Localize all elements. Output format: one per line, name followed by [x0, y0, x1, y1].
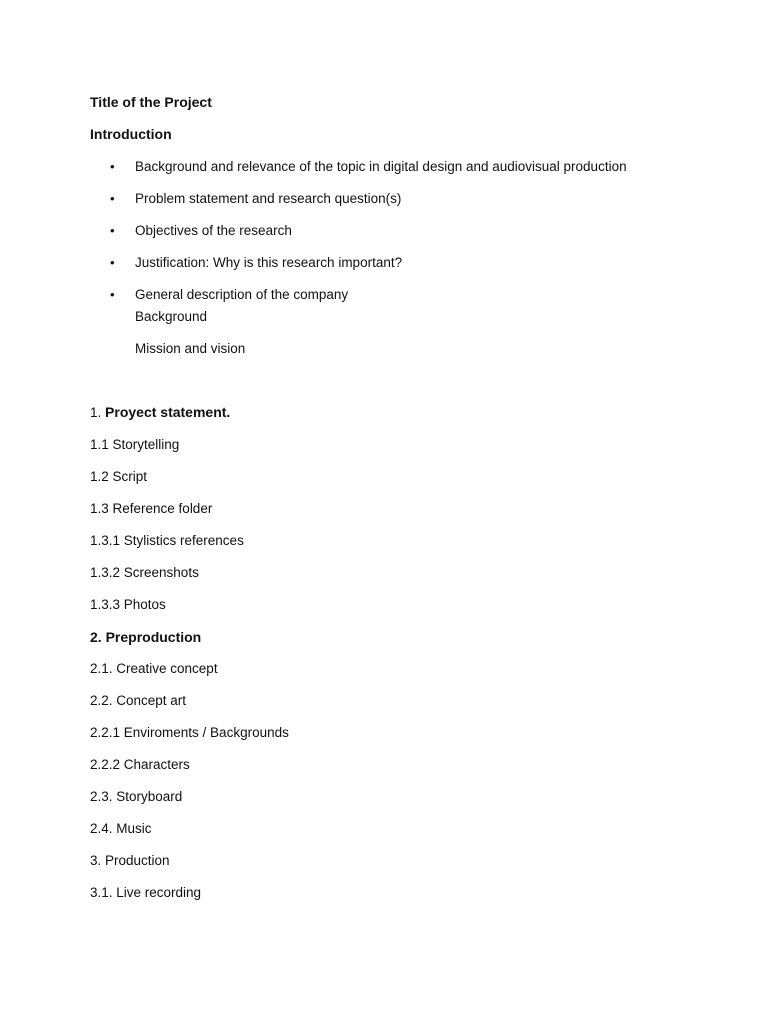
outline-item: 2.2. Concept art: [90, 693, 187, 708]
bullet-icon: •: [110, 191, 115, 206]
bullet-icon: •: [110, 223, 115, 238]
project-title: Title of the Project: [90, 94, 212, 110]
outline-item: 1.3 Reference folder: [90, 501, 213, 516]
outline-item: 1.1 Storytelling: [90, 437, 180, 452]
outline-item: 2.2.2 Characters: [90, 757, 190, 772]
section-2-heading: 2. Preproduction: [90, 629, 202, 645]
bullet-text: Problem statement and research question(s): [135, 191, 402, 206]
section-1-heading: [90, 403, 230, 422]
outline-item: 3.1. Live recording: [90, 885, 202, 900]
section-3-heading: 3. Production: [90, 853, 170, 868]
outline-item: 2.4. Music: [90, 821, 152, 836]
bullet-icon: •: [110, 159, 115, 174]
bullet-text: Background and relevance of the topic in digital design and audiovisual production: [135, 159, 627, 174]
bullet-icon: •: [110, 287, 115, 302]
outline-item: 1.2 Script: [90, 469, 148, 484]
bullet-text: Objectives of the research: [135, 223, 292, 238]
outline-item: 1.3.1 Stylistics references: [90, 533, 244, 548]
section-1-title: Proyect statement.: [105, 404, 231, 420]
company-sub-item: Background: [135, 309, 208, 324]
outline-item: 2.2.1 Enviroments / Backgrounds: [90, 725, 289, 740]
section-1-number: 1.: [90, 405, 102, 420]
bullet-text: General description of the company: [135, 287, 349, 302]
outline-item: 2.3. Storyboard: [90, 789, 183, 804]
outline-item: 1.3.3 Photos: [90, 597, 166, 612]
introduction-heading: Introduction: [90, 126, 172, 142]
outline-item: 2.1. Creative concept: [90, 661, 218, 676]
bullet-text: Justification: Why is this research important?: [135, 255, 403, 270]
bullet-icon: •: [110, 255, 115, 270]
outline-item: 1.3.2 Screenshots: [90, 565, 199, 580]
company-sub-item: Mission and vision: [135, 341, 246, 356]
